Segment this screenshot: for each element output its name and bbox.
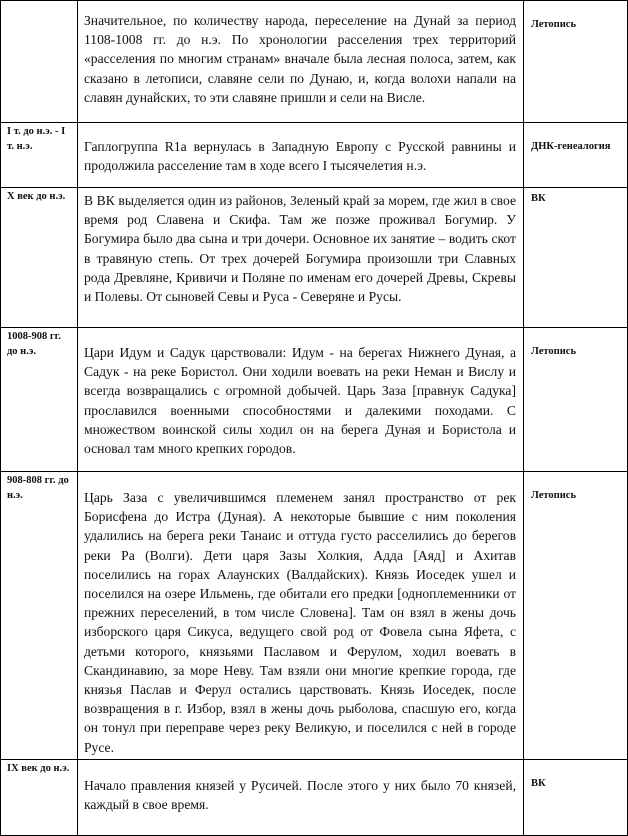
source-cell: Летопись xyxy=(524,472,628,760)
source-cell: ДНК-генеалогия xyxy=(524,123,628,188)
event-cell: В ВК выделяется один из районов, Зеленый край за морем, где жил в свое время род Славена и Скифа. Там же позже проживал Богумир. У Богумира было два сына и три дочери. Основное их занятие – водить скот в травяную степь. От трех дочерей Богумира произошли три Славных рода Древляне, Кривичи и Поляне по именам его дочерей Древы, Скревы и Полевы. От сыновей Севы и Руса - Северяне и Русы. xyxy=(78,188,524,328)
table-row xyxy=(1,472,628,760)
event-cell: Начало правления князей у Русичей. После этого у них было 70 князей, каждый в свое время. xyxy=(78,760,524,836)
event-cell: Значительное, по количеству народа, переселение на Дунай за период 1108-1008 гг. до н.э. По хронологии расселения трех территорий «расселения по многим странам» вначале была лесная полоса, затем, как сказано в летописи, славяне сели по Дунаю, и, когда волохи напали на славян дунайских, то эти славяне пришли и сели на Висле. xyxy=(78,1,524,123)
table-row xyxy=(1,123,628,188)
table-row xyxy=(1,328,628,472)
source-cell: ВК xyxy=(524,760,628,836)
date-cell: 1008-908 гг. до н.э. xyxy=(1,328,78,472)
source-cell: ВК xyxy=(524,188,628,328)
event-cell: Цари Идум и Садук царствовали: Идум - на берегах Нижнего Дуная, а Садук - на реке Бористол. Они ходили воевать на реки Неман и Вислу и всегда возвращались с огромной добычей. Царь Заза [правнук Садука] прославился военными способностями и далекими походами. С множеством воинской силы ходил он на берега Дуная и Бористола и основал там много крепких городов. xyxy=(78,328,524,472)
table-row xyxy=(1,1,628,123)
date-cell: X век до н.э. xyxy=(1,188,78,328)
date-cell xyxy=(1,1,78,123)
event-cell: Царь Заза с увеличившимся племенем занял пространство от рек Борисфена до Истра (Дуная). А некоторые бывшие с ним поколения удалились на берега реки Танаис и оттуда густо расселились до берегов реки Ра (Волги). Дети царя Зазы Холкия, Адда [Аяд] и Ахитав поселились на горах Алаунских (Валдайских). Князь Иоседек ушел и поселился на озере Ильмень, где обитали его предки [одноплеменники от прежних переселений, в том числе Словена]. Там он взял в жены дочь изборского царя Сикуса, ведущего свой род от Фовела сына Яфета, с детьми которого, князьями Паславом и Ферулом, ходил воевать в Скандинавию, за море Неву. Там взяли они многие крепкие города, где князья Паслав и Ферул остались царствовать. Князь Иоседек, после возвращения в г. Избор, взял в жены дочь рыболова, спасшую его, когда он тонул при переправе через реку Великую, и поселился с ней в городе Русе. xyxy=(78,472,524,760)
date-cell: I т. до н.э. - I т. н.э. xyxy=(1,123,78,188)
table-row xyxy=(1,188,628,328)
date-cell: 908-808 гг. до н.э. xyxy=(1,472,78,760)
source-cell: Летопись xyxy=(524,328,628,472)
source-cell: Летопись xyxy=(524,1,628,123)
event-cell: Гаплогруппа R1a вернулась в Западную Европу с Русской равнины и продолжила расселение там в ходе всего I тысячелетия н.э. xyxy=(78,123,524,188)
table-row xyxy=(1,760,628,836)
date-cell: IX век до н.э. xyxy=(1,760,78,836)
